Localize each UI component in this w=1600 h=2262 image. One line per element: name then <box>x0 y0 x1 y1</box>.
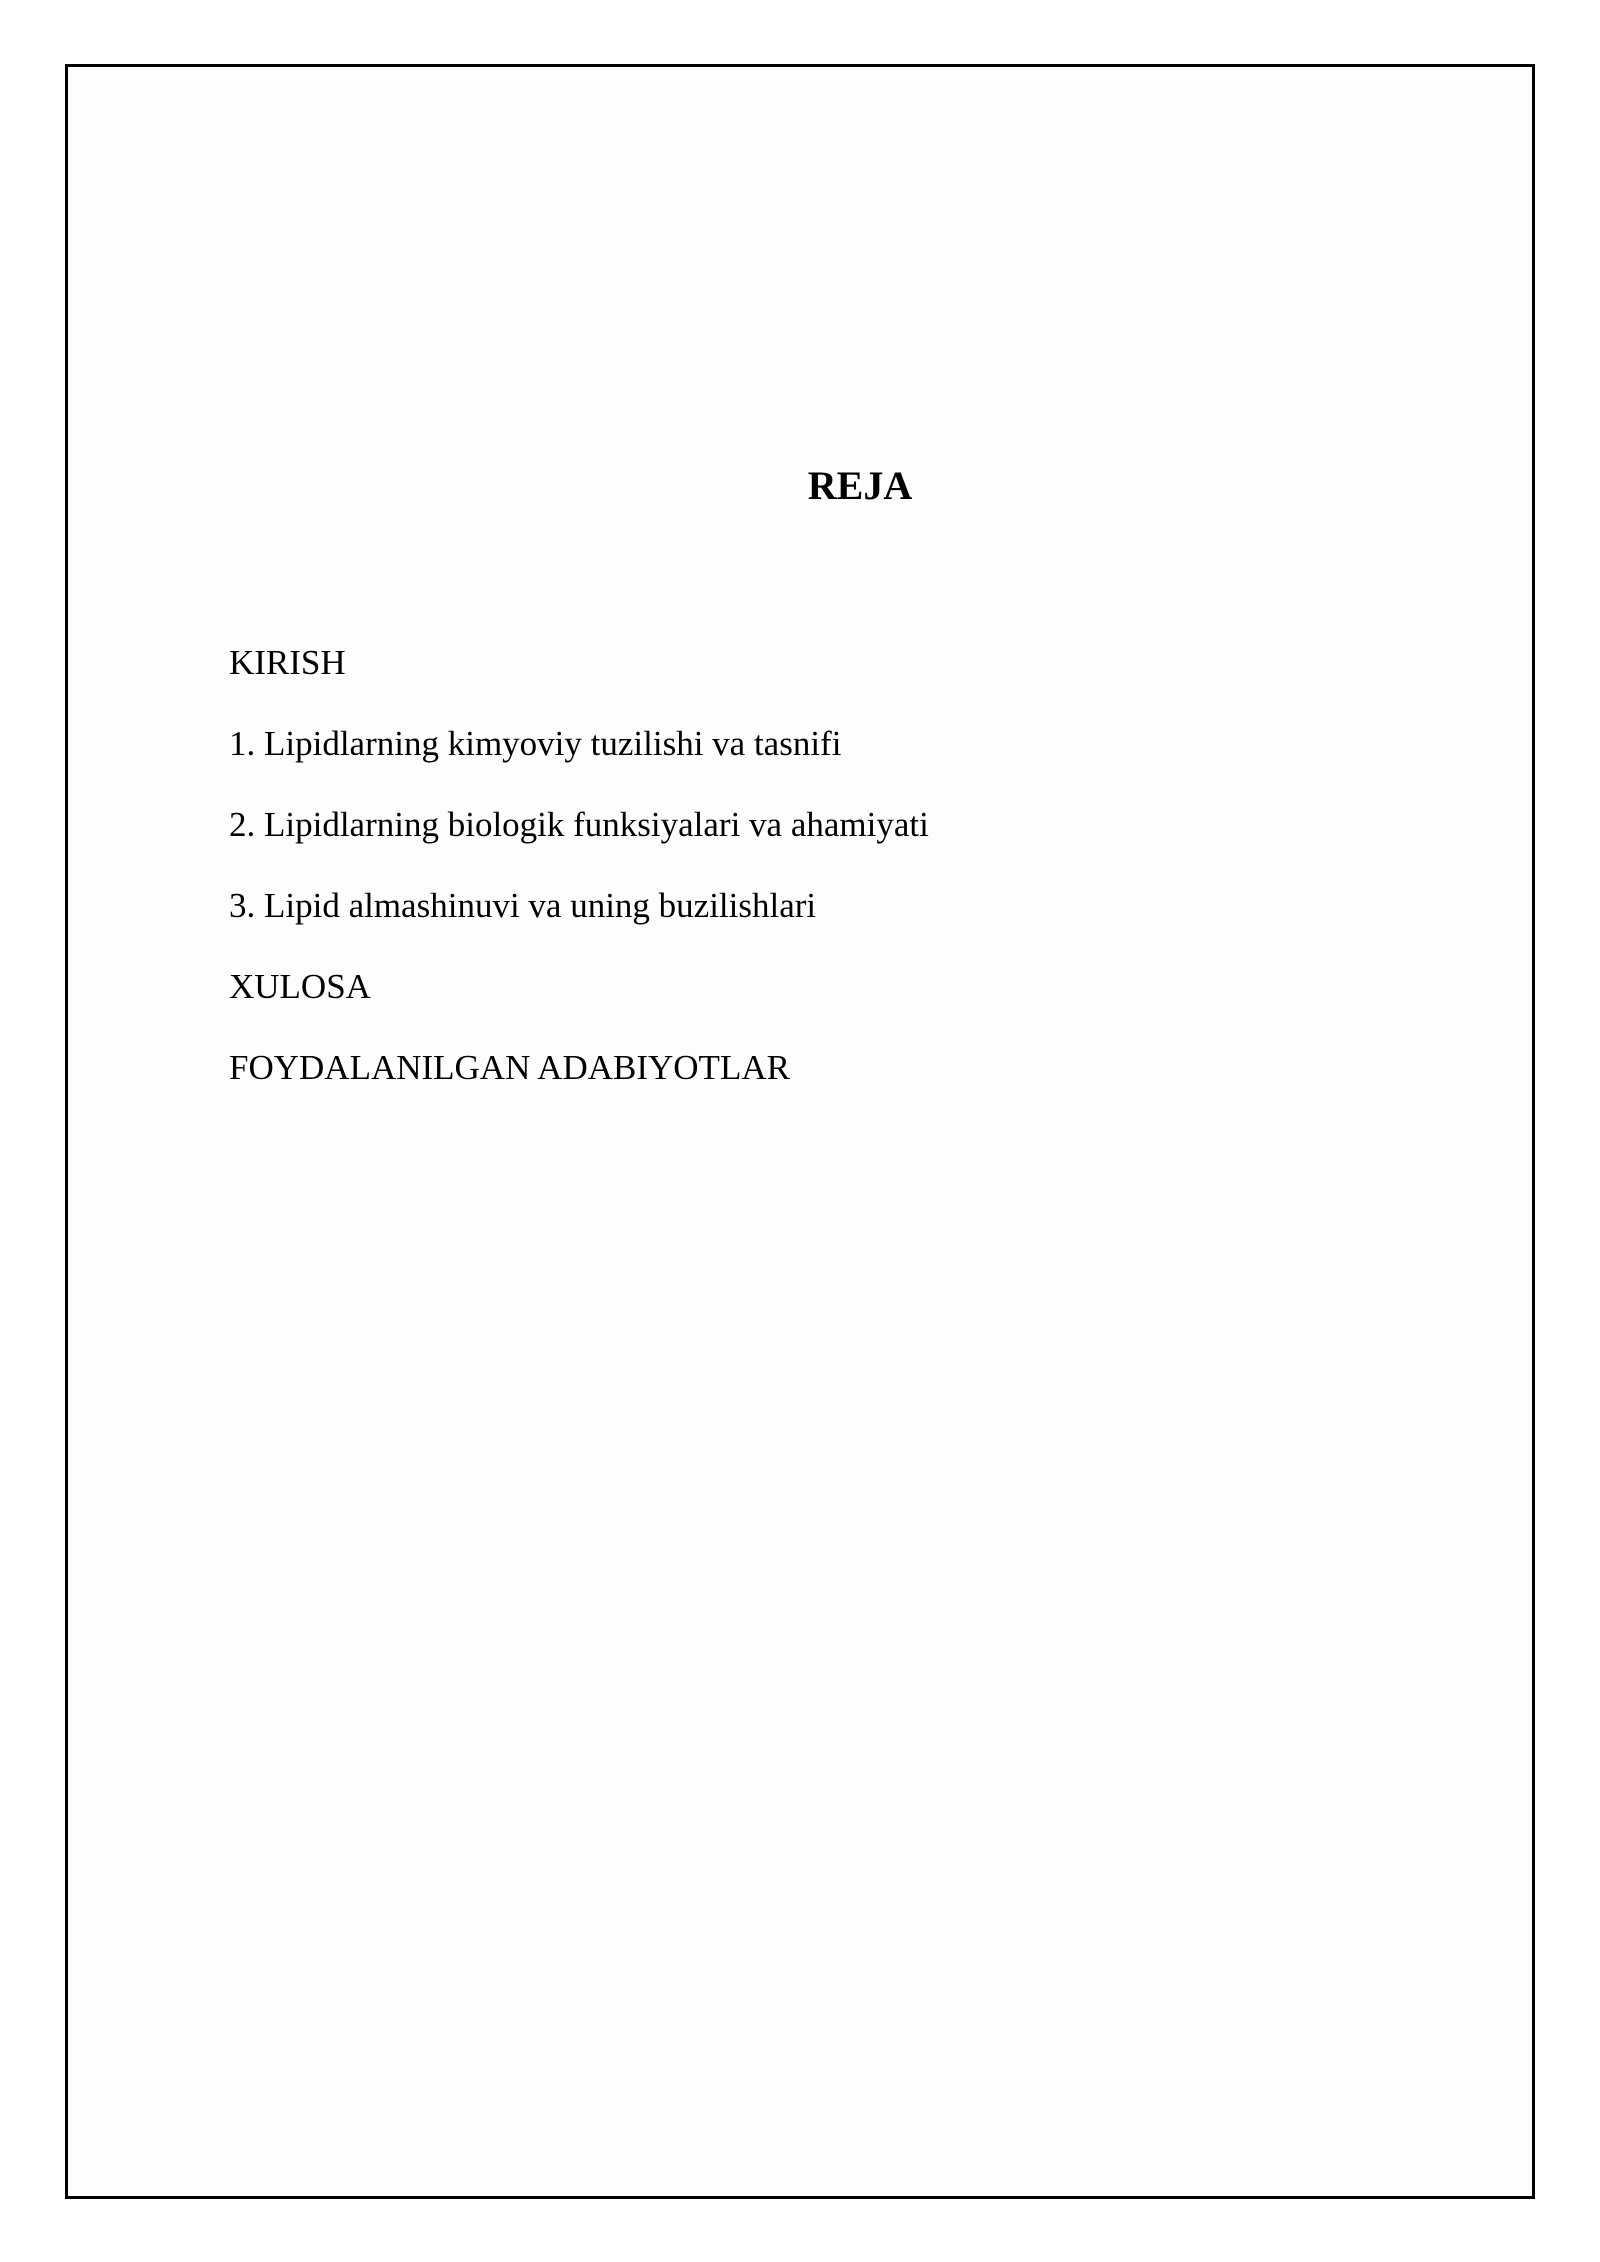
toc-item-references: FOYDALANILGAN ADABIYOTLAR <box>229 1048 790 1087</box>
table-of-contents <box>229 642 929 1128</box>
toc-item-conclusion: XULOSA <box>229 967 371 1006</box>
page-title: REJA <box>807 463 913 508</box>
toc-item-introduction: KIRISH <box>229 643 346 682</box>
toc-item-section-1: 1. Lipidlarning kimyoviy tuzilishi va tasnifi <box>229 724 842 763</box>
page-border <box>65 64 1535 2199</box>
toc-item-section-3: 3. Lipid almashinuvi va uning buzilishlari <box>229 886 817 925</box>
toc-item-section-2: 2. Lipidlarning biologik funksiyalari va ahamiyati <box>229 805 929 844</box>
